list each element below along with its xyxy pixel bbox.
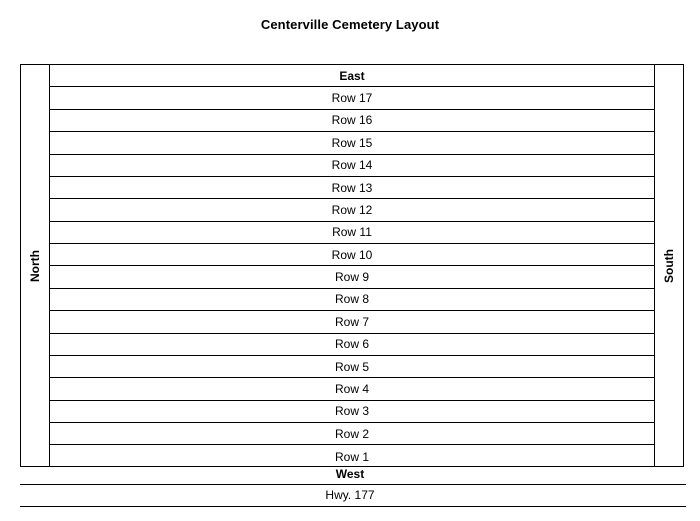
cemetery-row: Row 13	[50, 177, 654, 199]
cemetery-layout-diagram	[20, 64, 684, 467]
cemetery-row: Row 11	[50, 222, 654, 244]
cemetery-row: Row 16	[50, 110, 654, 132]
cemetery-row: Row 6	[50, 334, 654, 356]
north-label: North	[28, 249, 42, 282]
east-label: East	[50, 65, 654, 87]
highway-bottom-line	[20, 506, 686, 507]
page-title: Centerville Cemetery Layout	[260, 17, 440, 32]
cemetery-row: Row 8	[50, 289, 654, 311]
cemetery-row: Row 10	[50, 244, 654, 266]
south-label: South	[662, 248, 676, 283]
cemetery-row: Row 12	[50, 199, 654, 221]
cemetery-row: Row 1	[334, 449, 369, 464]
west-label: West	[335, 467, 365, 481]
highway-top-line	[20, 484, 686, 485]
cemetery-row: Row 7	[50, 311, 654, 333]
cemetery-row: Row 17	[50, 87, 654, 109]
row-grid	[50, 65, 654, 466]
highway-label: Hwy. 177	[325, 488, 375, 502]
cemetery-row: Row 9	[50, 266, 654, 288]
north-side-panel	[21, 65, 50, 466]
cemetery-row: Row 5	[50, 356, 654, 378]
south-side-panel	[654, 65, 683, 466]
cemetery-row: Row 4	[50, 378, 654, 400]
cemetery-row: Row 15	[50, 132, 654, 154]
cemetery-row: Row 2	[50, 423, 654, 445]
cemetery-row: Row 14	[50, 155, 654, 177]
cemetery-row: Row 3	[50, 401, 654, 423]
